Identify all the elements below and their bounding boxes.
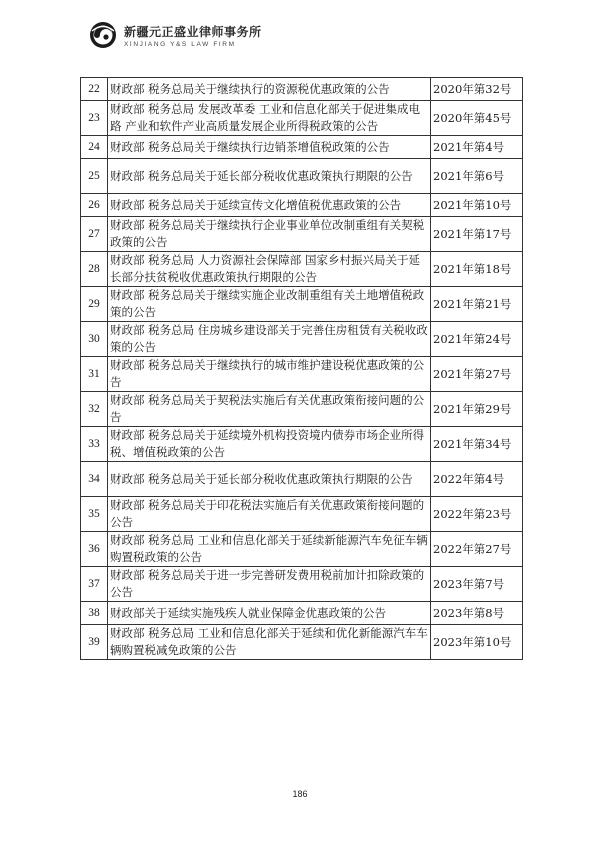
row-number: 32: [81, 392, 108, 427]
policy-title: 财政部 税务总局关于印花税法实施后有关优惠政策衔接问题的公告: [108, 497, 431, 532]
policy-title: 财政部 税务总局关于继续执行企业事业单位改制重组有关契税政策的公告: [108, 217, 431, 252]
table-row: [81, 357, 523, 392]
table-row: [81, 567, 523, 602]
table-row: [81, 462, 523, 497]
document-number: 2020年第32号: [431, 78, 523, 101]
document-number: 2021年第34号: [431, 427, 523, 462]
policy-title: 财政部 税务总局关于延续宣传文化增值税优惠政策的公告: [108, 194, 431, 217]
policy-title: 财政部 税务总局关于继续执行的资源税优惠政策的公告: [108, 78, 431, 101]
circular-swirl-logo-icon: [88, 20, 118, 50]
policy-title: 财政部 税务总局 人力资源社会保障部 国家乡村振兴局关于延长部分扶贫税收优惠政策执行期限的公告: [108, 252, 431, 287]
policy-title: 财政部 税务总局关于延续境外机构投资境内债券市场企业所得税、增值税政策的公告: [108, 427, 431, 462]
row-number: 29: [81, 287, 108, 322]
document-number: 2023年第8号: [431, 602, 523, 625]
table-row: [81, 427, 523, 462]
letterhead: [88, 14, 262, 56]
policy-title: 财政部 税务总局关于延长部分税收优惠政策执行期限的公告: [108, 159, 431, 194]
row-number: 33: [81, 427, 108, 462]
table-row: [81, 287, 523, 322]
document-number: 2021年第21号: [431, 287, 523, 322]
page-number: 186: [292, 789, 308, 799]
policy-title: 财政部 税务总局关于继续实施企业改制重组有关土地增值税政策的公告: [108, 287, 431, 322]
document-number: 2021年第29号: [431, 392, 523, 427]
table-row: [81, 532, 523, 567]
document-number: 2021年第27号: [431, 357, 523, 392]
policy-title: 财政部 税务总局关于进一步完善研发费用税前加计扣除政策的公告: [108, 567, 431, 602]
table-row: [81, 322, 523, 357]
table-row: [81, 392, 523, 427]
brand-block: [124, 23, 262, 48]
policy-title: 财政部 税务总局 工业和信息化部关于延续和优化新能源汽车车辆购置税减免政策的公告: [108, 625, 431, 660]
policy-title: 财政部 税务总局关于继续执行的城市维护建设税优惠政策的公告: [108, 357, 431, 392]
document-number: 2022年第4号: [431, 462, 523, 497]
document-number: 2021年第6号: [431, 159, 523, 194]
document-number: 2021年第4号: [431, 136, 523, 159]
table-row: [81, 602, 523, 625]
row-number: 34: [81, 462, 108, 497]
firm-name-cn: 新疆元正盛业律师事务所: [124, 24, 262, 39]
document-number: 2021年第17号: [431, 217, 523, 252]
row-number: 38: [81, 602, 108, 625]
document-number: 2022年第23号: [431, 497, 523, 532]
row-number: 28: [81, 252, 108, 287]
policy-title: 财政部关于延续实施残疾人就业保障金优惠政策的公告: [108, 602, 431, 625]
table-row: [81, 252, 523, 287]
policy-table-body: [81, 78, 523, 660]
row-number: 23: [81, 101, 108, 136]
table-row: [81, 136, 523, 159]
policy-title: 财政部 税务总局 住房城乡建设部关于完善住房租赁有关税收政策的公告: [108, 322, 431, 357]
policy-title: 财政部 税务总局关于继续执行边销茶增值税政策的公告: [108, 136, 431, 159]
table-row: [81, 497, 523, 532]
row-number: 25: [81, 159, 108, 194]
policy-title: 财政部 税务总局 发展改革委 工业和信息化部关于促进集成电路 产业和软件产业高质量发展企业所得税政策的公告: [108, 101, 431, 136]
table-row: [81, 78, 523, 101]
row-number: 36: [81, 532, 108, 567]
table-row: [81, 194, 523, 217]
row-number: 26: [81, 194, 108, 217]
row-number: 24: [81, 136, 108, 159]
row-number: 31: [81, 357, 108, 392]
row-number: 30: [81, 322, 108, 357]
table-row: [81, 101, 523, 136]
document-number: 2022年第27号: [431, 532, 523, 567]
policy-title: 财政部 税务总局 工业和信息化部关于延续新能源汽车免征车辆购置税政策的公告: [108, 532, 431, 567]
row-number: 27: [81, 217, 108, 252]
row-number: 22: [81, 78, 108, 101]
table-row: [81, 159, 523, 194]
firm-name-en: XINJIANG Y&S LAW FIRM: [124, 40, 236, 48]
policy-table: [80, 77, 523, 660]
policy-title: 财政部 税务总局关于契税法实施后有关优惠政策衔接问题的公告: [108, 392, 431, 427]
document-number: 2023年第7号: [431, 567, 523, 602]
policy-title: 财政部 税务总局关于延长部分税收优惠政策执行期限的公告: [108, 462, 431, 497]
document-number: 2020年第45号: [431, 101, 523, 136]
row-number: 39: [81, 625, 108, 660]
document-number: 2021年第10号: [431, 194, 523, 217]
document-number: 2021年第24号: [431, 322, 523, 357]
table-row: [81, 217, 523, 252]
row-number: 35: [81, 497, 108, 532]
document-number: 2021年第18号: [431, 252, 523, 287]
row-number: 37: [81, 567, 108, 602]
table-row: [81, 625, 523, 660]
document-number: 2023年第10号: [431, 625, 523, 660]
